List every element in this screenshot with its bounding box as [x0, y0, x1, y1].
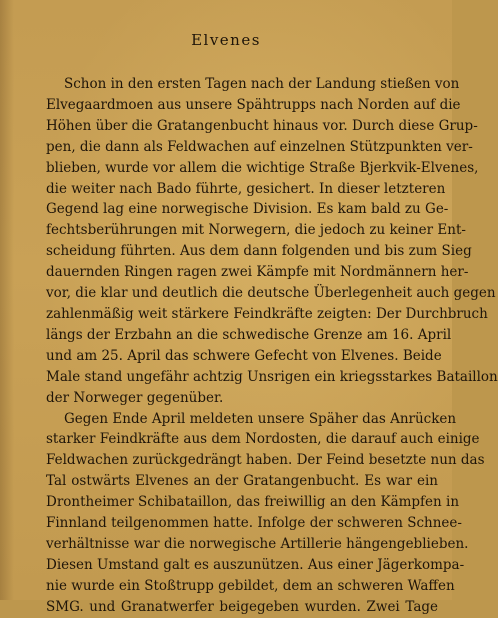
text-line: vor, die klar und deutlich die deutsche Überlegenheit auch gegen	[46, 285, 496, 302]
text-line: zahlenmäßig weit stärkere Feindkräfte zeigten: Der Durchbruch	[46, 305, 488, 322]
text-line: Schon in den ersten Tagen nach der Landung stießen von	[64, 76, 460, 92]
text-line: scheidung führten. Aus dem dann folgenden und bis zum Sieg	[46, 243, 472, 260]
text-line: längs der Erzbahn an die schwedische Grenze am 16. April	[46, 326, 452, 343]
body-text	[46, 74, 498, 618]
text-line: Feldwachen zurückgedrängt haben. Der Feind besetzte nun das	[46, 452, 485, 469]
text-line: SMG. und Granatwerfer beigegeben wurden. Zwei Tage	[46, 598, 438, 615]
text-line: der Norweger gegenüber.	[46, 389, 224, 406]
text-line: starker Feindkräfte aus dem Nordosten, die darauf auch einige	[46, 431, 480, 448]
text-line: Elvegaardmoen aus unsere Spähtrupps nach Norden auf die	[46, 96, 461, 113]
text-line: Drontheimer Schibataillon, das freiwillig an den Kämpfen in	[46, 494, 460, 511]
text-line: Finnland teilgenommen hatte. Infolge der schweren Schnee-	[46, 515, 462, 532]
text-line: und am 25. April das schwere Gefecht von Elvenes. Beide	[46, 347, 442, 364]
text-line: Höhen über die Gratangenbucht hinaus vor. Durch diese Grup-	[46, 117, 478, 134]
text-line: die weiter nach Bado führte, gesichert. In dieser letzteren	[46, 180, 446, 197]
page-title: Elvenes	[191, 31, 261, 49]
text-line: Male stand ungefähr achtzig Unsrigen ein kriegsstarkes Bataillon	[46, 368, 498, 385]
text-line: fechtsberührungen mit Norwegern, die jedoch zu keiner Ent-	[46, 222, 466, 239]
text-line: Gegend lag eine norwegische Division. Es kam bald zu Ge-	[46, 201, 449, 218]
text-line: nie wurde ein Stoßtrupp gebildet, dem an schweren Waffen	[46, 577, 455, 594]
text-line: Diesen Umstand galt es auszunützen. Aus einer Jägerkompa-	[46, 556, 465, 573]
text-line: Tal ostwärts Elvenes an der Gratangenbucht. Es war ein	[46, 473, 438, 490]
text-line: pen, die dann als Feldwachen auf einzelnen Stützpunkten ver-	[46, 138, 473, 155]
text-line: dauernden Ringen ragen zwei Kämpfe mit Nordmännern her-	[46, 264, 469, 281]
text-line: verhältnisse war die norwegische Artillerie hängengeblieben.	[46, 535, 469, 552]
text-line: Gegen Ende April meldeten unsere Späher das Anrücken	[64, 410, 457, 427]
text-line: blieben, wurde vor allem die wichtige Straße Bjerkvik-Elvenes,	[46, 159, 479, 176]
